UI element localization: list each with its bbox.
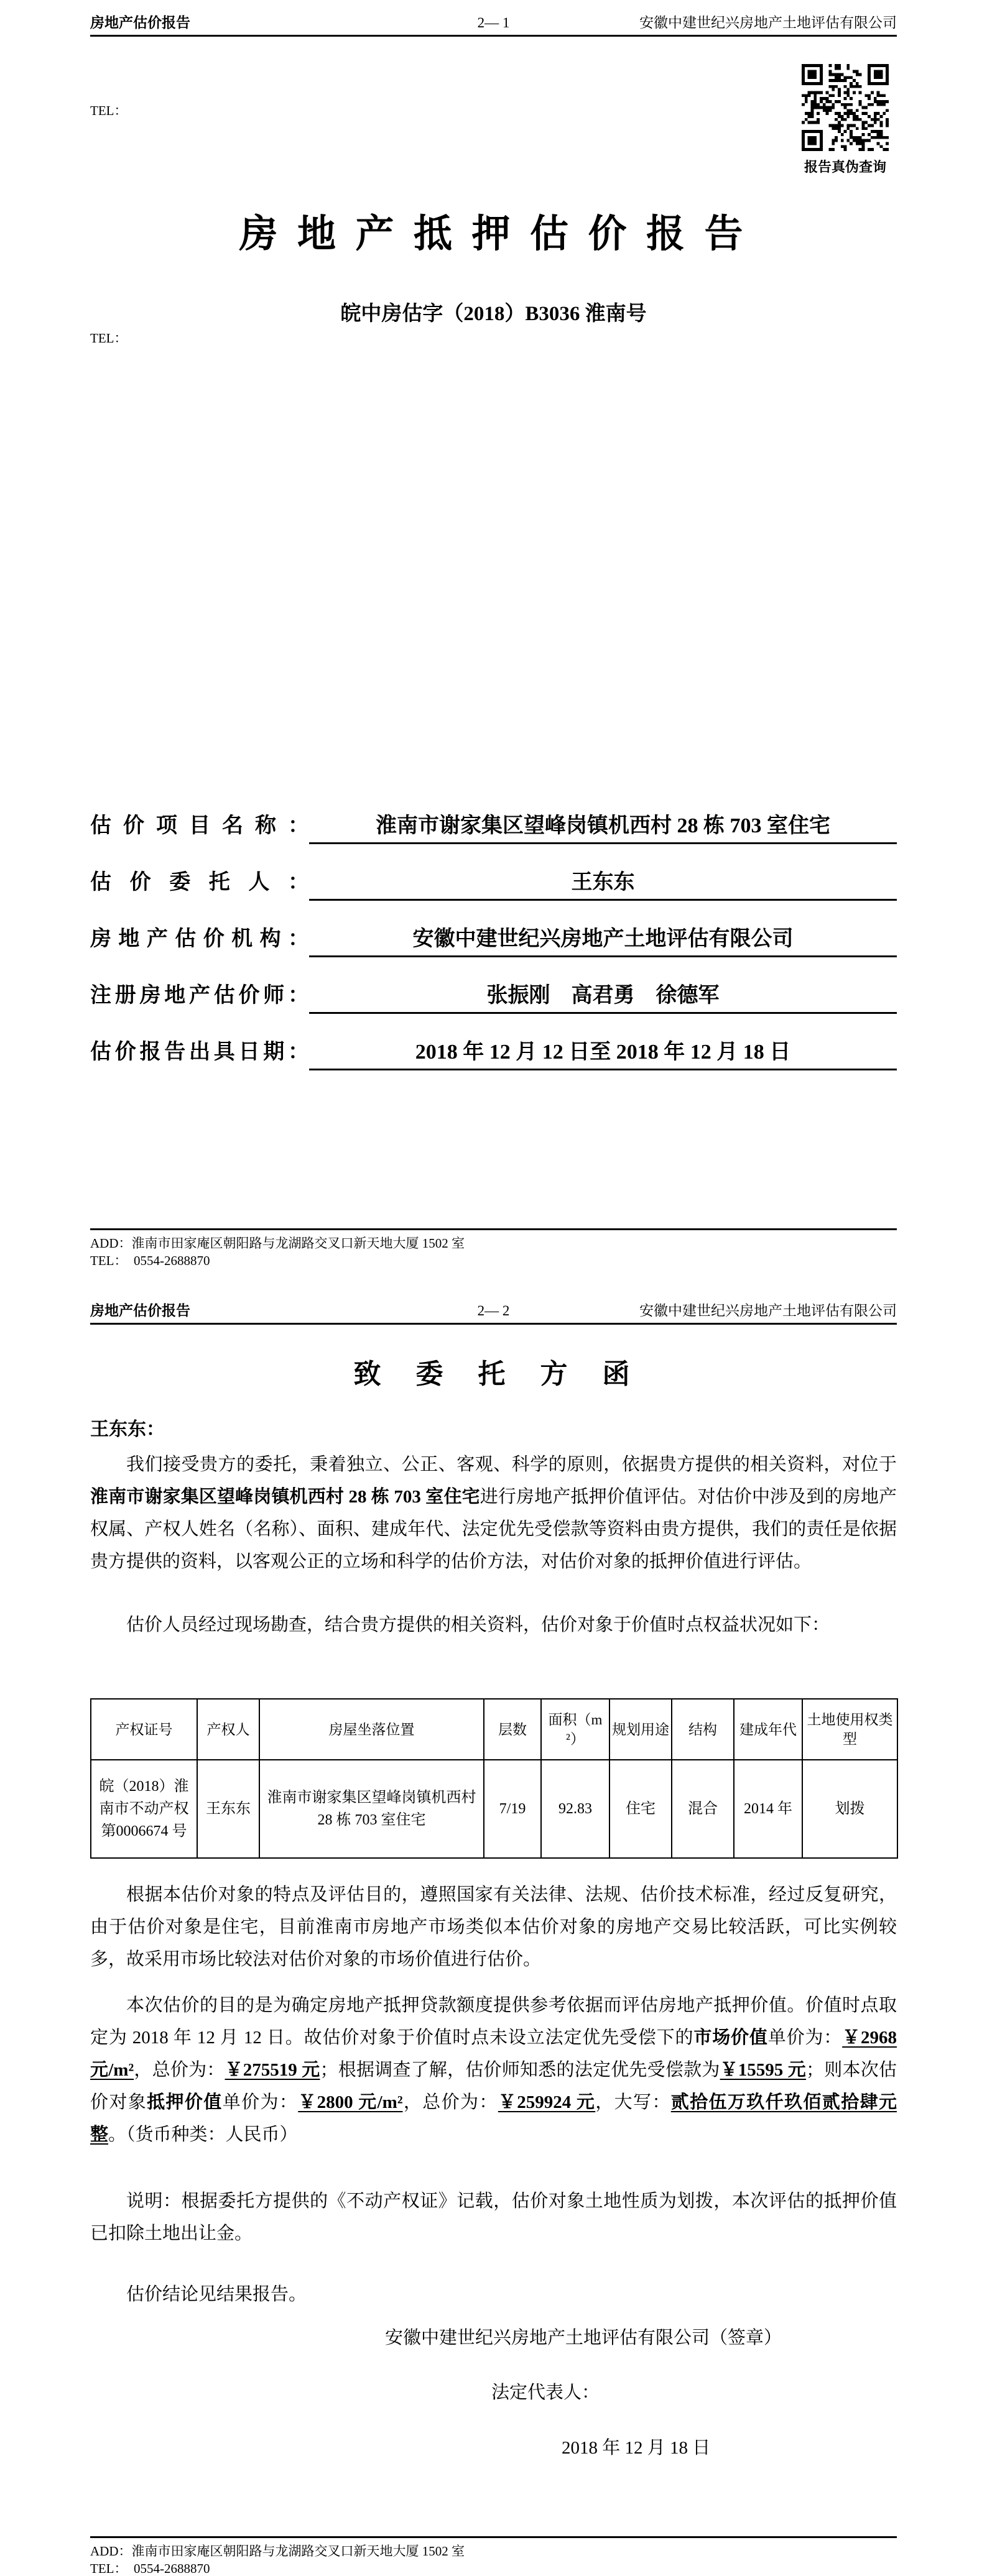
header-rule — [90, 1323, 897, 1325]
cell-build-year: 2014 年 — [734, 1760, 802, 1858]
paragraph-method: 根据本估价对象的特点及评估目的，遵照国家有关法律、法规、估价技术标准，经过反复研究，由于估价对象是住宅，目前淮南市房地产市场类似本估价对象的房地产交易比较活跃，可比实例较多，故采用市场比较法对估价对象的市场价值进行估价。 — [90, 1885, 897, 1969]
letter-to-client-page — [0, 1288, 987, 2576]
field-label: 注册房地产估价师： — [90, 984, 309, 1007]
field-label: 估价项目名称： — [90, 814, 309, 837]
cell-certificate-no: 皖（2018）淮南市不动产权第0006674 号 — [91, 1760, 197, 1858]
tel-label-top: TEL： — [90, 103, 127, 118]
cell-area: 92.83 — [541, 1760, 609, 1858]
field-row-issue-date — [90, 1034, 897, 1070]
legal-representative-label: 法定代表人： — [491, 2383, 600, 2403]
cell-land-use-type: 划拨 — [802, 1760, 897, 1858]
salutation: 王东东： — [90, 1419, 165, 1440]
property-rights-table — [90, 1698, 898, 1859]
page-footer — [90, 2536, 897, 2576]
col-owner: 产权人 — [197, 1699, 259, 1760]
cell-planned-use: 住宅 — [609, 1760, 672, 1858]
col-land-use-type: 土地使用权类型 — [802, 1699, 897, 1760]
field-row-project-name — [90, 808, 897, 844]
col-certificate-no: 产权证号 — [91, 1699, 197, 1760]
cell-owner: 王东东 — [197, 1760, 259, 1858]
paragraph-note: 说明：根据委托方提供的《不动产权证》记载，估价对象土地性质为划拨，本次评估的抵押价值已扣除土地出让金。 — [90, 2191, 897, 2243]
header-page-number: 2— 2 — [477, 1303, 510, 1318]
header-company-name: 安徽中建世纪兴房地产土地评估有限公司 — [639, 15, 897, 30]
col-build-year: 建成年代 — [734, 1699, 802, 1760]
col-floor: 层数 — [484, 1699, 541, 1760]
letter-title: 致 委 托 方 函 — [353, 1359, 634, 1389]
footer-rule — [90, 1228, 897, 1230]
field-value: 王东东 — [309, 865, 897, 901]
footer-phone: TEL： 0554-2688870 — [90, 1253, 210, 1268]
footer-address: ADD：淮南市田家庵区朝阳路与龙湖路交叉口新天地大厦 1502 室 — [90, 2544, 465, 2559]
header-doc-title: 房地产估价报告 — [90, 1303, 190, 1318]
cover-fields — [90, 808, 897, 1091]
cell-location: 淮南市谢家集区望峰岗镇机西村 28 栋 703 室住宅 — [259, 1760, 484, 1858]
signature-date: 2018 年 12 月 18 日 — [562, 2438, 711, 2458]
paragraph-conclusion: 估价结论见结果报告。 — [126, 2284, 307, 2304]
field-value: 2018 年 12 月 12 日至 2018 年 12 月 18 日 — [309, 1034, 897, 1070]
footer-rule — [90, 2536, 897, 2538]
paragraph-intro: 我们接受贵方的委托，秉着独立、公正、客观、科学的原则，依据贵方提供的相关资料，对位于淮南市谢家集区望峰岗镇机西村 28 栋 703 室住宅进行房地产抵押价值评估。对估价中涉及到的房地产权属、产权人姓名（名称）、面积、建成年代、法定优先受偿款等资料由贵方提供，我们的责任是依据贵方提供的资料，以客观公正的立场和科学的估价方法，对估价对象的抵押价值进行评估。 — [90, 1455, 897, 1571]
field-row-agency — [90, 921, 897, 957]
letter-body-bottom — [90, 1879, 897, 2311]
cell-floor: 7/19 — [484, 1760, 541, 1858]
report-title: 房 地 产 抵 押 估 价 报 告 — [239, 213, 748, 255]
col-planned-use: 规划用途 — [609, 1699, 672, 1760]
cell-structure: 混合 — [672, 1760, 734, 1858]
page-header — [90, 1299, 897, 1320]
field-row-client — [90, 865, 897, 901]
paragraph-survey: 估价人员经过现场勘查，结合贵方提供的相关资料，估价对象于价值时点权益状况如下： — [126, 1615, 830, 1635]
table-row — [91, 1760, 897, 1858]
page-header — [90, 11, 897, 32]
qr-caption: 报告真伪查询 — [804, 159, 886, 175]
field-row-appraisers — [90, 978, 897, 1014]
field-value: 安徽中建世纪兴房地产土地评估有限公司 — [309, 921, 897, 957]
header-page-number: 2— 1 — [477, 15, 510, 30]
tel-label-mid: TEL： — [90, 331, 127, 346]
field-value: 张振刚 高君勇 徐德军 — [309, 978, 897, 1014]
signature-company: 安徽中建世纪兴房地产土地评估有限公司（签章） — [384, 2328, 782, 2348]
report-number: 皖中房估字（2018）B3036 淮南号 — [340, 303, 647, 325]
footer-address: ADD：淮南市田家庵区朝阳路与龙湖路交叉口新天地大厦 1502 室 — [90, 1236, 465, 1251]
paragraph-valuation: 本次估价的目的是为确定房地产抵押贷款额度提供参考依据而评估房地产抵押价值。价值时点取定为 2018 年 12 月 12 日。故估价对象于价值时点未设立法定优先受偿下的市场价值单价为：￥2968 元/m²，总价为：￥275519 元；根据调查了解，估价师知悉的法定优先受偿款为￥15595 元；则本次估价对象抵押价值单价为：￥2800 元/m²，总价为：￥259924 元，大写：贰拾伍万玖仟玖佰贰拾肆元整。（货币种类：人民币） — [90, 1995, 897, 2145]
col-location: 房屋坐落位置 — [259, 1699, 484, 1760]
footer-phone: TEL： 0554-2688870 — [90, 2561, 210, 2576]
table-header-row — [91, 1699, 897, 1760]
col-area: 面积（m²） — [541, 1699, 609, 1760]
page-footer — [90, 1228, 897, 1269]
letter-body-top — [90, 1448, 897, 1641]
field-label: 房地产估价机构： — [90, 927, 309, 950]
header-rule — [90, 35, 897, 37]
field-label: 估价报告出具日期： — [90, 1041, 309, 1064]
col-structure: 结构 — [672, 1699, 734, 1760]
header-company-name: 安徽中建世纪兴房地产土地评估有限公司 — [639, 1303, 897, 1318]
qr-code — [802, 64, 889, 151]
field-label: 估价委托人： — [90, 871, 309, 894]
header-doc-title: 房地产估价报告 — [90, 15, 190, 30]
field-value: 淮南市谢家集区望峰岗镇机西村 28 栋 703 室住宅 — [309, 808, 897, 844]
